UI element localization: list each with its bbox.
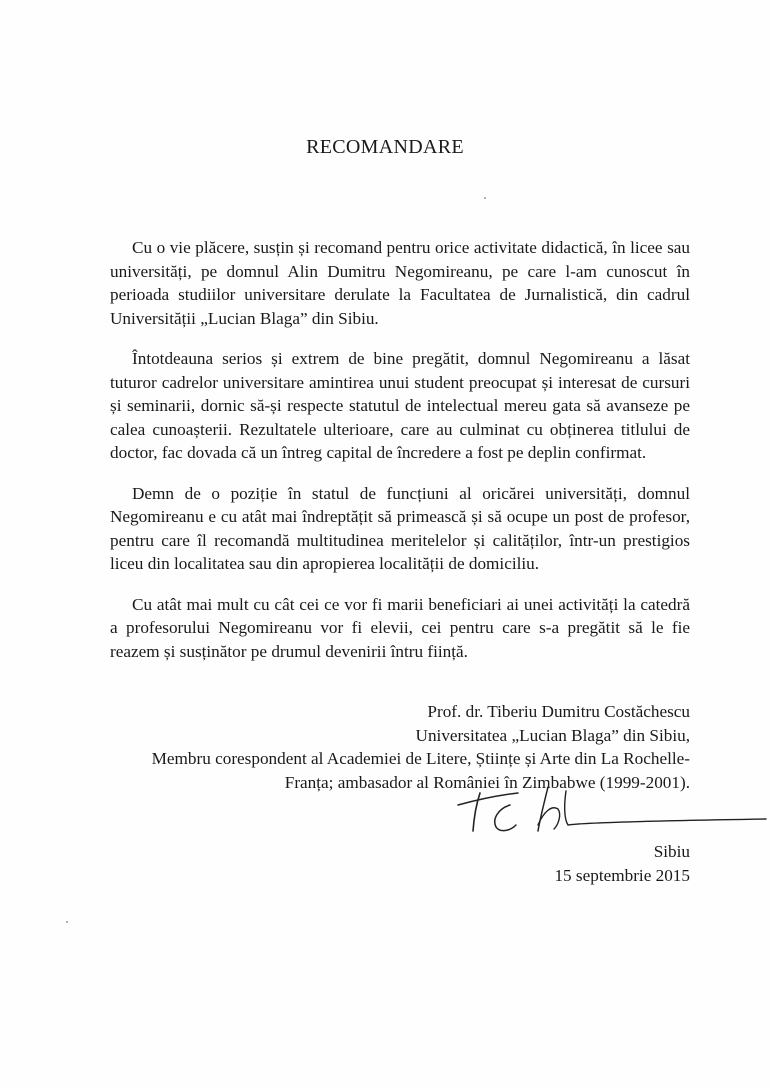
place-date-block <box>554 840 690 887</box>
signatory-membership: Membru corespondent al Academiei de Litere, Științe și Arte din La Rochelle- <box>151 749 690 768</box>
handwritten-signature <box>440 775 770 845</box>
letter-body <box>110 236 690 680</box>
signatory-name: Prof. dr. Tiberiu Dumitru Costăchescu <box>427 702 690 721</box>
signatory-university: Universitatea „Lucian Blaga” din Sibiu, <box>415 725 690 745</box>
place: Sibiu <box>653 842 690 861</box>
paragraph-2: Întotdeauna serios și extrem de bine pregătit, domnul Negomireanu a lăsat tuturor cadrelor universitare amintirea unui student preocupat și interesat de cursuri și seminarii, dornic să-și respecte statutul de intelectual mereu gata să avanseze pe calea cunoașterii. Rezultatele ulterioare, care au culminat cu obținerea titlului de doctor, fac dovada că un întreg capital de încredere a fost pe deplin confirmat. <box>110 349 690 462</box>
document-title: RECOMANDARE <box>306 136 464 158</box>
signatory-ambassador: Franța; ambasador al României în Zimbabwe (1999-2001). <box>284 772 690 792</box>
scan-speck <box>484 197 486 199</box>
date: 15 septembrie 2015 <box>554 865 690 885</box>
paragraph-1: Cu o vie plăcere, susțin și recomand pentru orice activitate didactică, în licee sau universități, pe domnul Alin Dumitru Negomireanu, pe care l-am cunoscut în perioada studiilor universitare derulate la Facultatea de Jurnalistică, din cadrul Universității „Lucian Blaga” din Sibiu. <box>110 238 690 328</box>
paragraph-4: Cu atât mai mult cu cât cei ce vor fi marii beneficiari ai unei activități la catedră a profesorului Negomireanu vor fi elevii, cei pentru care s-a pregătit să le fie reazem și susținător pe drumul devenirii întru ființă. <box>110 594 690 661</box>
paragraph-3: Demn de o poziție în statul de funcțiuni al oricărei universități, domnul Negomireanu e cu atât mai îndreptățit să primească și să ocupe un post de profesor, pentru care îl recomandă multitudinea meritelelor și calităților, într-un prestigios liceu din localitatea sau din apropierea localității de domiciliu. <box>110 483 690 573</box>
scan-speck <box>66 921 68 923</box>
